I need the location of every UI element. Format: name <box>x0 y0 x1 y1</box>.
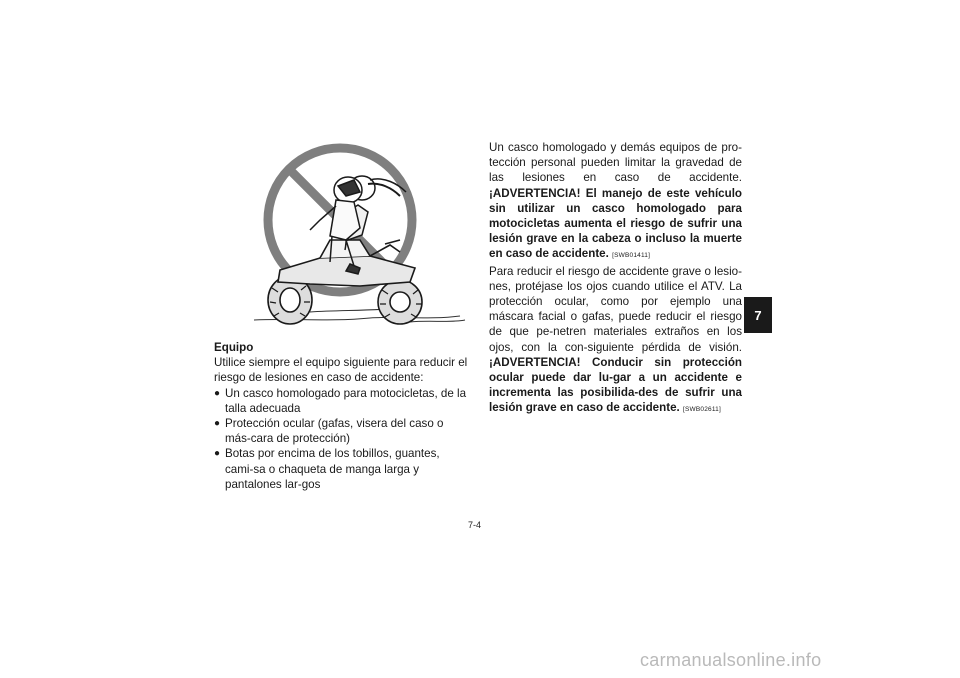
helmet-warning: ¡ADVERTENCIA! El manejo de este vehículo sin utilizar un casco homologado para motocicletas aumenta el riesgo de sufrir una lesión grave en la cabeza o incluso la muerte en caso de accidente. <box>489 186 742 261</box>
helmet-warning-code: [SWB01411] <box>612 252 651 260</box>
list-item-text: Un casco homologado para motocicletas, de la talla adecuada <box>225 386 467 415</box>
page-number: 7-4 <box>468 520 482 530</box>
list-item <box>214 446 470 492</box>
atv-passenger-prohibited-illustration <box>250 140 470 330</box>
atv <box>268 240 422 324</box>
section-heading: Equipo <box>214 341 254 354</box>
list-item-text: Botas por encima de los tobillos, guantes, cami-sa o chaqueta de manga larga y pantalones lar-gos <box>225 447 440 491</box>
bullet-icon: ● <box>214 387 221 399</box>
watermark: carmanualsonline.info <box>640 650 822 670</box>
list-item <box>214 416 470 446</box>
list-item-text: Protección ocular (gafas, visera del caso o más-cara de protección) <box>225 417 444 446</box>
list-item <box>214 386 470 416</box>
safety-text-column <box>489 140 742 418</box>
eye-protection-warning-code: [SWB02611] <box>682 406 721 414</box>
eye-protection-paragraph <box>489 264 742 418</box>
helmet-paragraph <box>489 140 742 264</box>
eye-protection-text: Para reducir el riesgo de accidente grave o lesio-nes, protéjase los ojos cuando utilice el ATV. La protección ocular, como por ejemplo una máscara facial o gafas, puede reducir el riesgo de que pe-netren materiales extraños en los ojos, con la con-siguiente pérdida de visión. <box>489 264 742 354</box>
helmet-text: Un casco homologado y demás equipos de pro-tección personal pueden limitar la gravedad de las lesiones en caso de accidente. <box>489 141 742 185</box>
bullet-icon: ● <box>214 448 221 460</box>
chapter-tab: 7 <box>744 297 772 333</box>
bullet-icon: ● <box>214 418 221 430</box>
equipment-section <box>214 340 470 492</box>
eye-protection-warning: ¡ADVERTENCIA! Conducir sin protección ocular puede dar lu-gar a un accidente e incrementa las posibilida-des de sufrir una lesión grave en caso de accidente. <box>489 355 742 415</box>
section-intro: Utilice siempre el equipo siguiente para reducir el riesgo de lesiones en caso de accidente: <box>214 356 468 385</box>
